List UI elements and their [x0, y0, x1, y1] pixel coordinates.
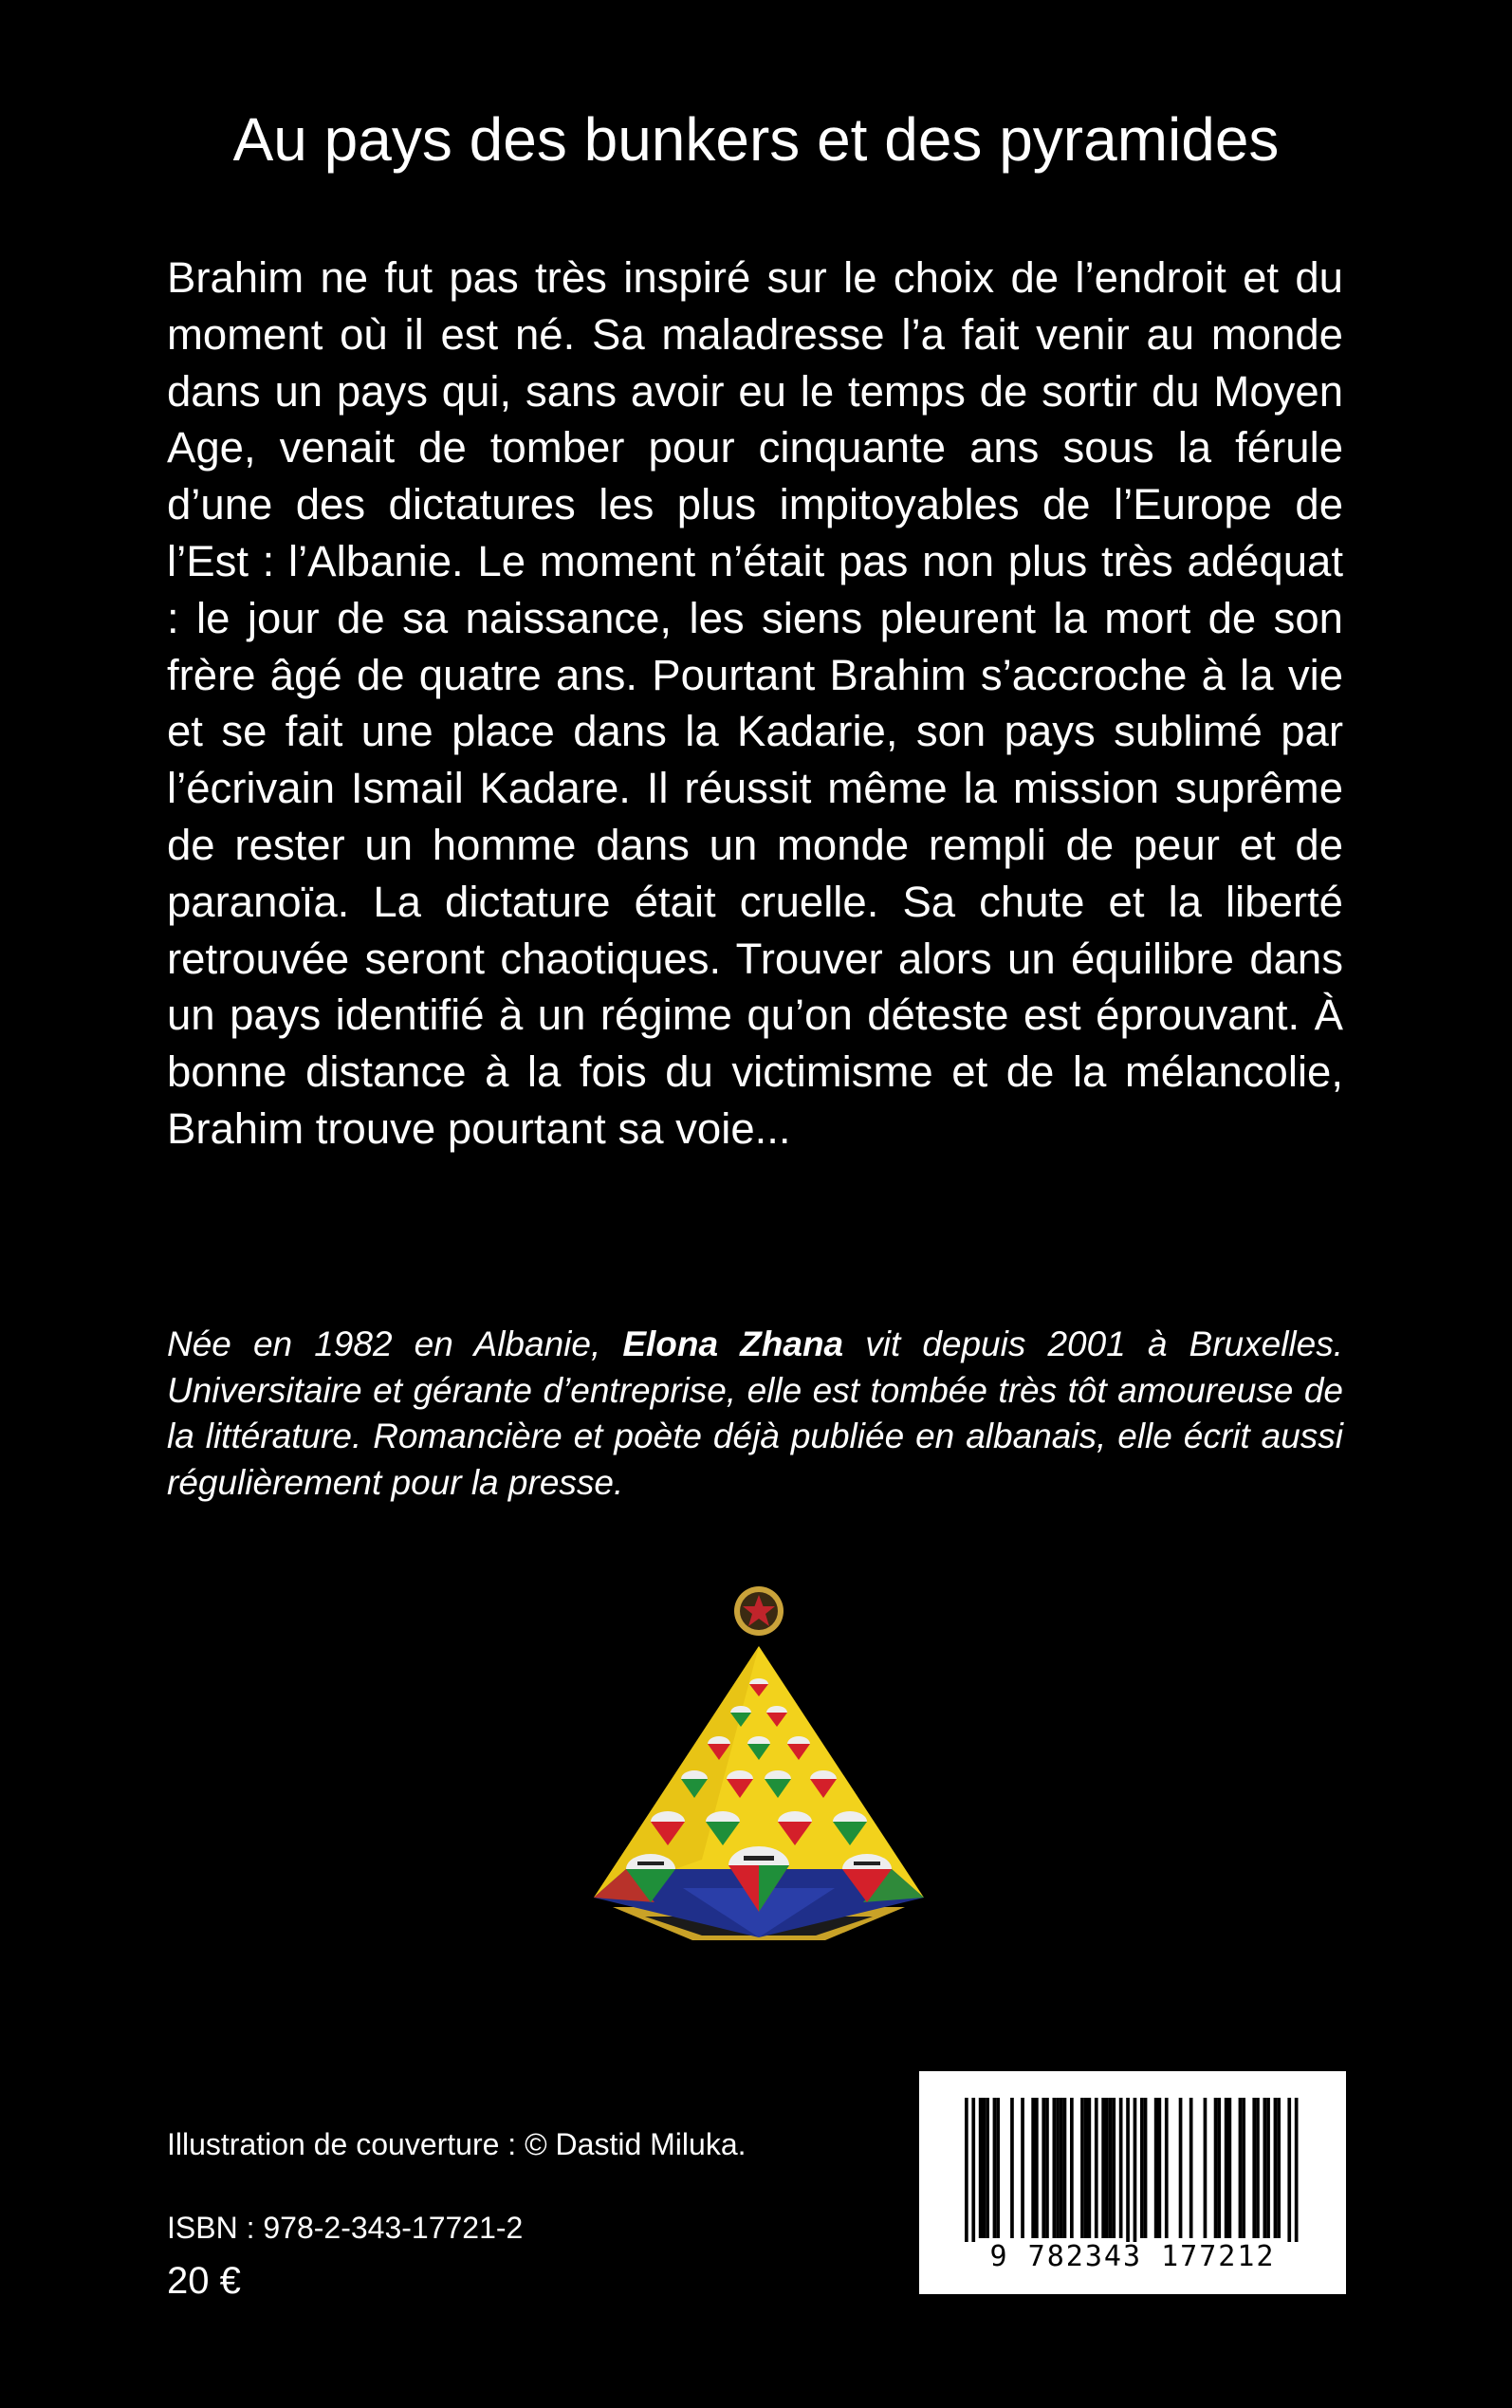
- barcode-bar: [1101, 2098, 1105, 2238]
- barcode-bar: [1263, 2098, 1267, 2238]
- barcode-bar: [1060, 2098, 1063, 2238]
- barcode-bar: [1165, 2098, 1169, 2238]
- barcode-bar: [1070, 2098, 1074, 2238]
- barcode-bar: [1105, 2098, 1109, 2238]
- barcode-bar: [1214, 2098, 1218, 2238]
- barcode-bar: [971, 2098, 975, 2242]
- barcode-bar: [1031, 2098, 1035, 2238]
- barcode-bar: [1179, 2098, 1183, 2238]
- barcode-bar: [1287, 2098, 1291, 2242]
- barcode-bar: [1217, 2098, 1221, 2238]
- book-summary: Brahim ne fut pas très inspiré sur le choix de l’endroit et du moment où il est né. Sa maladresse l’a fait venir au monde dans un pays qui, sans avoir eu le temps de sortir du Moyen Age, venait de tomber pour cinquante ans sous la férule d’une des dictatures les plus impitoyables de l’Europe de l’Est : l’Albanie. Le moment n’était pas non plus très adéquat : le jour de sa naissance, les siens pleurent la mort de son frère âgé de quatre ans. Pourtant Brahim s’accroche à la vie et se fait une place dans la Kadarie, son pays sublimé par l’écrivain Ismail Kadare. Il réussit même la mission suprême de rester un homme dans un monde rempli de peur et de paranoïa. La dictature était cruelle. Sa chute et la liberté retrouvée seront chaotiques. Trouver alors un équilibre dans un pays identifié à un régime qu’on déteste est éprouvant. À bonne distance à la fois du victimisme et de la mélancolie, Brahim trouve pourtant sa voie...: [167, 253, 1343, 1153]
- barcode-bar: [1239, 2098, 1243, 2238]
- illustration-credit: Illustration de couverture : © Dastid Miluka.: [167, 2127, 747, 2161]
- barcode-bar: [1045, 2098, 1049, 2238]
- barcode-bar: [1084, 2098, 1088, 2238]
- barcode-bar: [1056, 2098, 1060, 2238]
- bio-intro: Née en 1982 en Albanie,: [167, 1324, 623, 1363]
- bio-rest: vit depuis 2001 à Bruxelles. Universitaire et gérante d’entreprise, elle est tombée très tôt amoureuse de la littérature. Romancière et poète déjà publiée en albanais, elle écrit aussi régulièrement pour la presse.: [167, 1324, 1343, 1502]
- barcode-bar: [1080, 2098, 1084, 2238]
- barcode-bar: [1042, 2098, 1045, 2238]
- barcode-bar: [1140, 2098, 1144, 2238]
- barcode-bar: [1126, 2098, 1130, 2242]
- barcode-bar: [1088, 2098, 1092, 2238]
- barcode-bar: [1109, 2098, 1113, 2238]
- barcode-bar: [1010, 2098, 1014, 2238]
- isbn: ISBN : 978-2-343-17721-2: [167, 2211, 524, 2245]
- barcode-bar: [1112, 2098, 1116, 2238]
- barcode-bar: [1158, 2098, 1162, 2238]
- barcode-bar: [1063, 2098, 1067, 2238]
- barcode-bar: [1225, 2098, 1228, 2238]
- barcode-bar: [1228, 2098, 1232, 2238]
- barcode-bar: [1242, 2098, 1245, 2238]
- barcode-bars: [919, 2071, 1346, 2242]
- author-name: Elona Zhana: [622, 1324, 844, 1363]
- barcode-bar: [986, 2098, 989, 2238]
- barcode-bar: [993, 2098, 997, 2238]
- barcode-bar: [1274, 2098, 1278, 2238]
- barcode-bar: [1119, 2098, 1123, 2238]
- barcode-bar: [1144, 2098, 1148, 2238]
- pyramid-bunkers-illustration: [588, 1584, 930, 1950]
- barcode-bar: [983, 2098, 986, 2238]
- barcode-bar: [1154, 2098, 1158, 2238]
- barcode-bar: [1095, 2098, 1098, 2238]
- barcode-bar: [1053, 2098, 1057, 2238]
- barcode-bar: [1266, 2098, 1270, 2238]
- barcode-bar: [1204, 2098, 1208, 2238]
- barcode-bar: [1277, 2098, 1281, 2238]
- price: 20 €: [167, 2260, 241, 2302]
- red-star-icon: [734, 1586, 784, 1636]
- barcode-bar: [1252, 2098, 1256, 2238]
- barcode-number: 9 782343 177212: [989, 2240, 1276, 2273]
- barcode-bar: [1021, 2098, 1024, 2238]
- barcode-bar: [1134, 2098, 1137, 2242]
- barcode-bar: [965, 2098, 968, 2242]
- barcode-bar: [1295, 2098, 1299, 2242]
- author-bio: [167, 1322, 1343, 1506]
- barcode: [919, 2071, 1346, 2294]
- barcode-bar: [1035, 2098, 1039, 2238]
- book-title: Au pays des bunkers et des pyramides: [232, 105, 1280, 174]
- barcode-bar: [996, 2098, 1000, 2238]
- barcode-bar: [1189, 2098, 1193, 2238]
- barcode-bar: [979, 2098, 983, 2238]
- barcode-bar: [1256, 2098, 1260, 2238]
